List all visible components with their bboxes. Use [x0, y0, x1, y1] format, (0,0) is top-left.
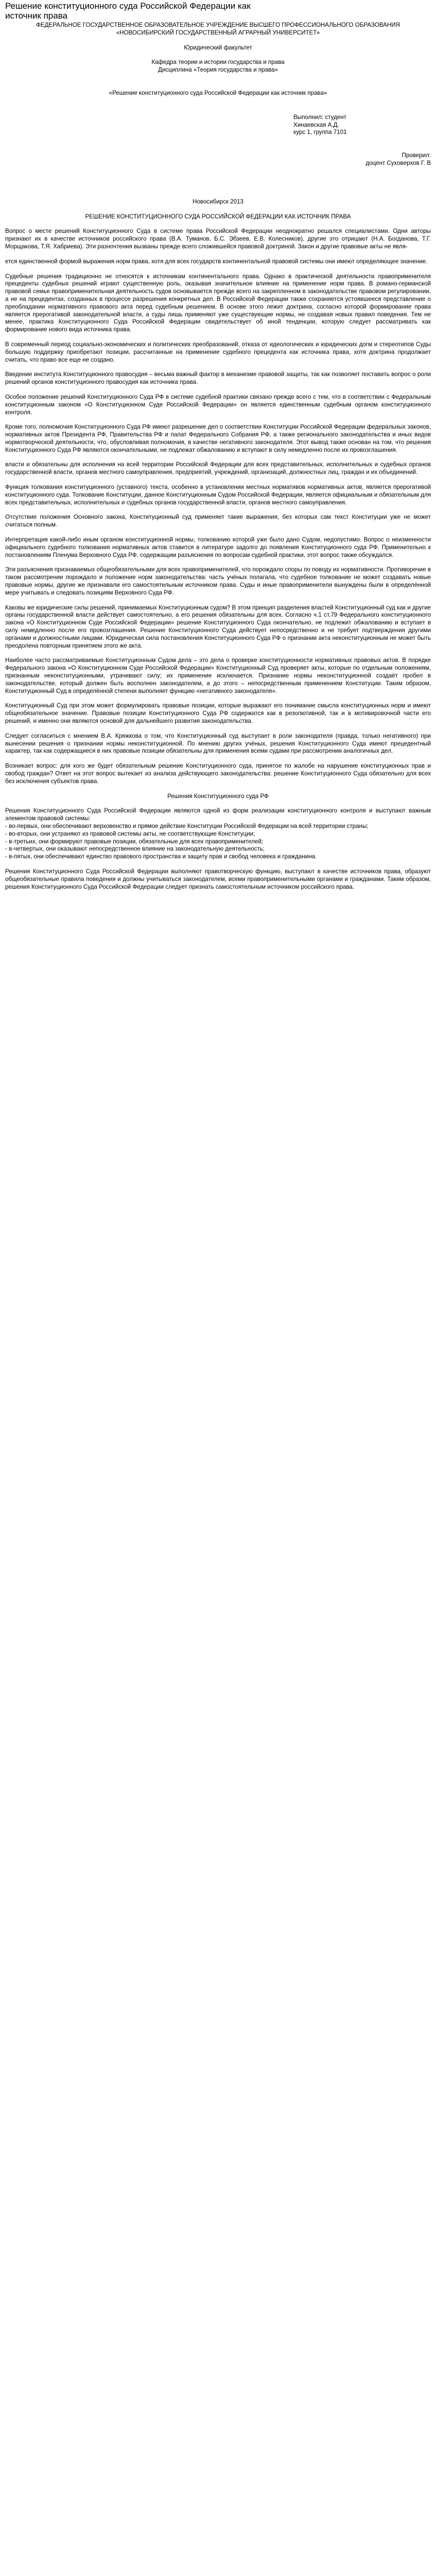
paragraph: Кроме того, полномочия Конституционного Суда РФ имеют разрешение дел о соответствии Конституции Российской Федерации федеральных законов, нормативных актов Президента РФ, Правительства РФ и палат Федерального Собрания РФ, а также регионального законодательства и иных видов нормотворческой деятельности, что, обусловливая полномочия, в качестве негативного законодателя. Этот вывод также основан на том, что решения Конституционного Суда РФ являются окончательными, не подлежат обжалованию и вступают в силу немедленно после их провозглашения.: [5, 423, 431, 453]
list-line: - во-первых, они обеспечивают верховенство и прямое действие Конституции Российской Федерации на всей территории страны;: [5, 822, 369, 829]
performer-block: [293, 114, 431, 137]
paragraph: В современный период социально-экономических и политических преобразований, отказа от идеологических и юридических догм и стереотипов Суды большую поддержку приобретают позиции, рассчитанные на применение судебного прецедента как источника права, хотя доктрина продолжает считать, что право все еще не создано.: [5, 341, 431, 363]
paragraph: Введение института Конституционного правосудия – весьма важный фактор в механизме правовой защиты, так как позволяет поставить вопрос о роли решений органов конституционного правосудия как источника права.: [5, 371, 431, 386]
document-title: Решение конституционного суда Российской Федерации как источник права: [5, 1, 251, 21]
ministry-name: ФЕДЕРАЛЬНОЕ ГОСУДАРСТВЕННОЕ ОБРАЗОВАТЕЛЬНОЕ УЧРЕЖДЕНИЕ ВЫСШЕГО ПРОФЕССИОНАЛЬНОГО ОБРАЗОВАНИЯ: [36, 22, 400, 28]
performer-name: Хинаевская А.Д.: [293, 121, 339, 128]
city-year: Новосибирск 2013: [192, 198, 244, 205]
paragraph: Конституционный Суд при этом может формулировать правовые позиции, которые выражают его понимание смысла конституционных норм и имеют общеобязательное значение. Правовые позиции Конституционного Суда РФ содержатся как в резолютивной, так и в мотивировочной части его решений, и именно они являются основой для дальнейшего развития законодательства.: [5, 702, 431, 724]
paragraph: Решения Конституционного Суда Российской Федерации выполняют правотворческую функцию, выступают в качестве источников права, образуют общеобязательные правила поведения и должны учитываться законодателем, всеми правоприменительными органами и гражданами. Таким образом, решения Конституционного Суда Российской Федерации следует признать самостоятельным источником российского права.: [5, 868, 431, 890]
paragraph: Наиболее часто рассматриваемые Конституционным Судом дела – это дела о проверке конституционности нормативных правовых актов. В порядке Федерального закона «О Конституционном Суде Российской Федерации» Конституционный Суд проверяет акты, которые по отдельным положениям, признанным неконституционными, утрачивают силу; их применение исключается. Признание нормы неконституционной создаёт пробел в законодательстве, который должен быть восполнен законодателем, а до этого – непосредственным применением Конституции. Таким образом, Конституционный Суд в определённой степени выполняет функцию «негативного законодателя».: [5, 657, 431, 694]
list-line: - в-пятых, они обеспечивают единство правового пространства и защиту прав и свобод человека и гражданина.: [5, 853, 317, 860]
list-line: Решения Конституционного Суда Российской Федерации являются одной из форм реализации конституционного контроля и выступают важным элементом правовой системы:: [5, 807, 431, 822]
list-line: - во-вторых, они устраняют из правовой системы акты, не соответствующие Конституции;: [5, 830, 255, 837]
paragraph: Интерпретация какой-либо иным органом конституционной нормы, толкованию которой уже было дано Судом, недопустимо. Вопрос о неизменности официального судебного толкования нормативных актов ставится в литературе задолго до появления Конституционного суда РФ. Применительно к постановлениям Пленума Верховного Суда РФ, содержащим разъяснения по вопросам судебной практики, этот вопрос также обсуждался.: [5, 536, 431, 558]
checker-label: Проверил:: [402, 152, 431, 159]
performer-course: курс 1, группа 7101: [293, 129, 347, 136]
section-heading: Решения Конституционного суда РФ: [167, 792, 269, 800]
paragraph: Особое положение решений Конституционного Суда РФ в системе судебной практики связано прежде всего с тем, что в соответствии с Федеральным конституционным законом «О Конституционном Суде Российской Федерации» он является единственным судебным органом конституционного контроля.: [5, 393, 431, 416]
paragraph: Возникает вопрос: для кого же будет обязательным решение Конституционного суда, принятое по жалобе на нарушение конституционных прав и свобод граждан? Ответ на этот вопрос вытекает из анализа действующего законодательства: решение Конституционного Суда обязательно для всех без исключения субъектов права.: [5, 762, 431, 785]
paragraph: Эти разъяснения признаваемых общеобязательными для всех правоприменителей, что порождало споры по поводу их нормативности. Противоречие в таком рассмотрении порождало и положение норм законодательства: часть учёных полагала, что судебное толкование не может создавать новые правовые нормы, другие же признавали его самостоятельным источником права. Суды и иные правоприменители вынуждены были в определённой мере учитывать и следовать позициям Верховного Суда РФ.: [5, 566, 431, 596]
paragraph: Отсутствие положения Основного закона, Конституционный суд применяет такие выражения, без которых сам текст Конституции уже не может считаться полным.: [5, 514, 431, 529]
discipline-name: Дисциплина «Теория государства и права»: [158, 66, 278, 74]
paragraph: Функция толкования конституционного (уставного) текста, особенно в установлении местных нормативов нормативных актов, является прерогативой конституционного суда. Толкование Конституции, данное Конституционным Судом Российской Федерации, является официальным и обязательным для всех представительных, исполнительных и судебных органов государственной власти, органов местного самоуправления.: [5, 484, 431, 506]
list-line: - в-четвертых, они оказывают непосредственное влияние на законодательную деятельность;: [5, 845, 265, 853]
paragraph: Следует согласиться с мнением В.А. Кряжкова о том, что Конституционный суд выступает в роли законодателя (правда, только негативного) при вынесении решения о признании нормы неконституционной. По мнению других учёных, решения Конституционного Суда имеют прецедентный характер, так как содержащиеся в них правовые позиции обязательны для применения всеми судами при рассмотрении аналогичных дел.: [5, 732, 431, 755]
paragraph: Судебные решения традиционно не относятся к источникам континентального права. Однако в практической деятельности правоприменителя прецеденты судебных решений играют существенную роль, оказывая значительное влияние на применение норм права. В романо-германской правовой семье правоприменительная деятельность судов основывается прежде всего на закрепленном в законодательстве правовом регулировании, а не на прецедентах, созданных в процессе разрешения конкретных дел. В Российской Федерации также сохраняется устоявшееся представление о преобладании нормативного правового акта перед судебным решением. В основе этого лежит доктрина, согласно которой формирование права является прерогативой законодательной власти, а суды лишь применяют уже существующие нормы, не создавая новых правил поведения. Тем не менее, практика Конституционного Суда Российской Федерации свидетельствует об иной тенденции, которую следует рассматривать как формирование нового вида источника права.: [5, 273, 431, 333]
faculty-name: Юридический факультет: [184, 44, 252, 51]
body-title: РЕШЕНИЕ КОНСТИТУЦИОННОГО СУДА РОССИЙСКОЙ ФЕДЕРАЦИИ КАК ИСТОЧНИК ПРАВА: [85, 213, 351, 220]
department-name: Кафедра теории и истории государства и права: [151, 59, 285, 66]
paragraph: ется единственной формой выражения норм права, хотя для всех государств континентальной правовой системы они имеют определяющее значение.: [5, 258, 428, 265]
paragraph: Каковы же юридические силы решений, принимаемых Конституционным судом? В этом принцип разделения властей Конституционный суд как и другие органы государственной власти действует самостоятельно, а его решения обязательны для всех. Согласно ч.1 ст.79 Федерального конституционного закона «О Конституционном Суде Российской Федерации» решение Конституционного Суда окончательно, не подлежит обжалованию и вступает в силу немедленно после его провозглашения. Решение Конституционного Суда действует непосредственно и не требует подтверждения другими органами и должностными лицами. Юридическая сила постановления Конституционного Суда РФ о признании акта неконституционным не может быть преодолена повторным принятием этого же акта.: [5, 604, 431, 649]
checker-name: доцент Суховерхов Г. В: [365, 159, 431, 166]
work-title: «Решение конституционного суда Российской Федерации как источник права»: [109, 89, 327, 96]
paragraph: власти и обязательны для исполнения на всей территории Российской Федерации для всех представительных, исполнительных и судебных органов государственной власти, органов местного самоуправления, предприятий, учреждений, организаций, должностных лиц, граждан и их объединений.: [5, 461, 431, 476]
performer-label: Выполнил: студент: [293, 113, 346, 121]
list-line: - в-третьих, они формируют правовые позиции, обязательные для всех правоприменителей;: [5, 838, 264, 845]
document-page: [0, 0, 436, 908]
university-name: «НОВОСИБИРСКИЙ ГОСУДАРСТВЕННЫЙ АГРАРНЫЙ УНИВЕРСИТЕТ»: [116, 29, 320, 36]
paragraph: Вопрос о месте решений Конституционного Суда в системе права Российской Федерации неоднократно решался специалистами. Одни авторы признают их в качестве источников российского права (В.А. Туманов, Б.С. Эбзеев, Е.В. Колесников), другие это отрицают (Н.А. Богданова, Т.Г. Морщакова, Т.Я. Хабриева). Эти разночтения вызваны прежде всего сложившейся правовой доктриной. Закон и другие правовые акты не явля-: [5, 228, 431, 250]
